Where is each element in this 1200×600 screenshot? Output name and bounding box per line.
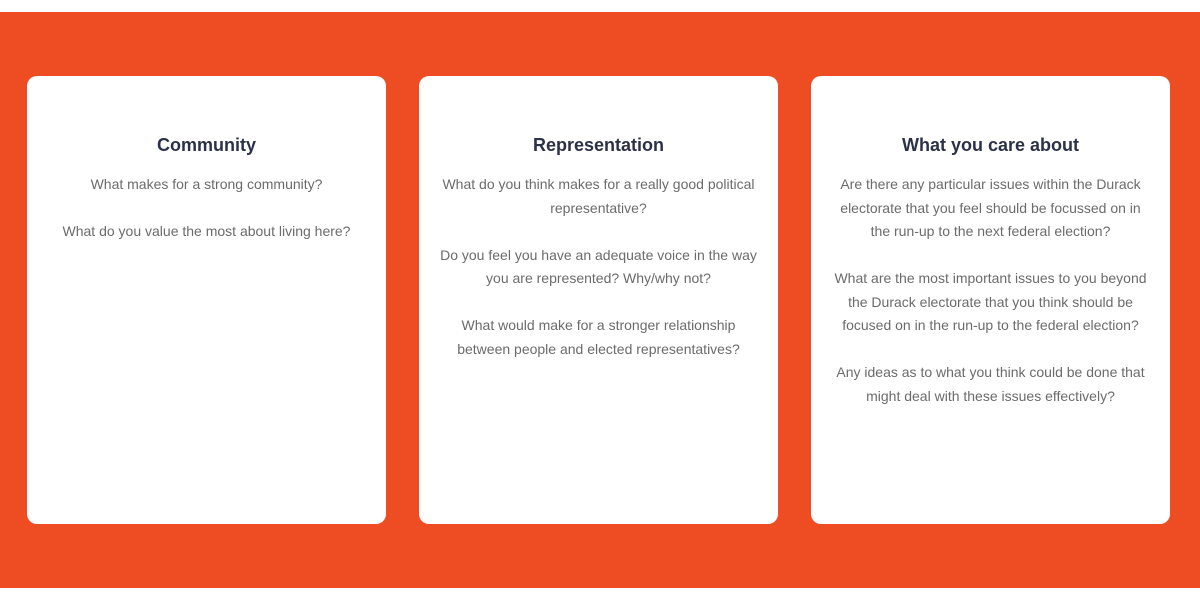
card-question: What makes for a strong community? [90, 176, 323, 192]
card-title: What you care about [901, 135, 1080, 155]
card-title: Representation [532, 135, 665, 155]
card-question: What would make for a stronger relationship between people and elected representatives? [457, 317, 740, 357]
card-question: What are the most important issues to you beyond the Durack electorate that you think should be focused on in the run-up to the federal election? [834, 270, 1147, 333]
card-title: Community [157, 135, 256, 155]
what-you-care-about-card [811, 76, 1170, 524]
representation-card [419, 76, 778, 524]
card-question: Any ideas as to what you think could be done that might deal with these issues effectively? [836, 364, 1145, 404]
card-question: Are there any particular issues within the Durack electorate that you feel should be focussed on in the run-up to the next federal election? [840, 176, 1141, 239]
community-card [27, 76, 386, 524]
card-question: What do you value the most about living here? [62, 223, 351, 239]
card-question: Do you feel you have an adequate voice in the way you are represented? Why/why not? [440, 246, 757, 286]
card-question: What do you think makes for a really good political representative? [442, 176, 755, 216]
